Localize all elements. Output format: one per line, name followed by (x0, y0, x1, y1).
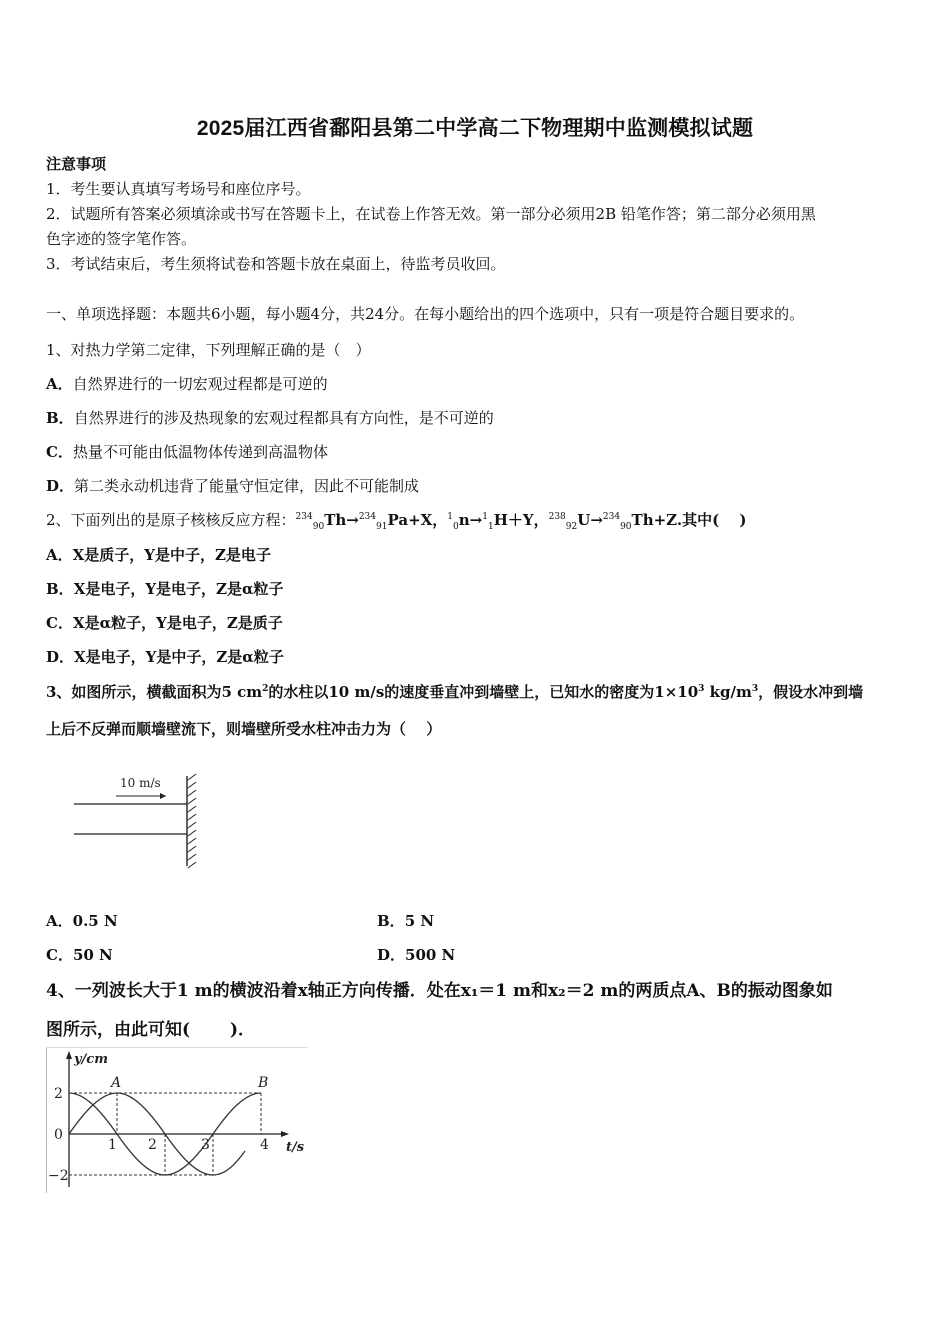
q2-stem-prefix: 2、下面列出的是原子核核反应方程： (46, 511, 296, 529)
q3-text: ，假设水冲到墙 (758, 683, 864, 701)
question-2-stem (46, 509, 747, 532)
notes-heading: 注意事项 (46, 155, 107, 173)
option-key: C． (46, 443, 73, 461)
option-text: X是α粒子，Y是电子，Z是质子 (72, 614, 283, 632)
nuclide-symbol: n→ (458, 511, 483, 529)
nuclide-charge: 1 (487, 522, 494, 532)
option-text: X是电子，Y是电子，Z是α粒子 (73, 580, 284, 598)
y-tick-label: −2 (48, 1168, 69, 1184)
q3-option-b (377, 910, 434, 931)
q3-text: 3、如图所示，横截面积为5 cm (46, 683, 263, 701)
water-column-figure (70, 770, 210, 870)
option-key: D． (377, 946, 406, 964)
option-key: A． (46, 546, 73, 564)
x-tick-label: 3 (201, 1137, 210, 1153)
nuclide-charge: 91 (376, 522, 388, 532)
nuclide-mass: 234 (358, 512, 377, 522)
q1-option-d (46, 475, 419, 496)
q1-option-c (46, 441, 328, 462)
q2-option-d (46, 646, 284, 667)
question-3-line2: 上后不反弹而顺墙壁流下，则墙壁所受水柱冲击力为（ ） (46, 720, 442, 738)
note-item: 1．考生要认真填写考场号和座位序号。 (46, 180, 311, 198)
note-item: 3．考试结束后，考生须将试卷和答题卡放在桌面上，待监考员收回。 (46, 255, 506, 273)
q3-sup: 3 (751, 684, 759, 694)
option-text: 自然界进行的涉及热现象的宏观过程都具有方向性，是不可逆的 (73, 409, 494, 427)
question-4-line2: 图所示，由此可知( )． (46, 1020, 256, 1040)
q2-option-c (46, 612, 283, 633)
page-title: 2025届江西省鄱阳县第二中学高二下物理期中监测模拟试题 (196, 117, 754, 140)
nuclide-charge: 0 (453, 522, 459, 532)
option-key: A． (46, 375, 73, 393)
q2-option-b (46, 578, 284, 599)
option-key: B． (46, 409, 74, 427)
q2-option-a (46, 544, 271, 565)
note-item: 色字迹的签字笔作答。 (46, 230, 197, 248)
question-1-stem: 1、对热力学第二定律，下列理解正确的是（ ） (46, 341, 371, 359)
vibration-graph (46, 1047, 308, 1193)
question-3-line1 (46, 681, 863, 702)
section-heading: 一、单项选择题：本题共6小题，每小题4分，共24分。在每小题给出的四个选项中，只有一项是符合题目要求的。 (46, 305, 805, 323)
nuclide-symbol: H＋Y， (493, 511, 549, 529)
nuclide-symbol: Th+Z.其中( ) (631, 511, 747, 529)
q3-option-a (46, 910, 118, 931)
nuclide-symbol: U→ (577, 511, 603, 529)
nuclide-mass: 238 (548, 512, 566, 522)
nuclide-mass: 1 (482, 512, 488, 522)
option-text: 第二类永动机违背了能量守恒定律，因此不可能制成 (74, 477, 420, 495)
nuclide-charge: 90 (620, 522, 632, 532)
option-text: X是电子，Y是中子，Z是α粒子 (74, 648, 284, 666)
option-text: 热量不可能由低温物体传递到高温物体 (72, 443, 328, 461)
nuclide-mass: 234 (295, 512, 313, 522)
q1-option-a (46, 373, 328, 394)
option-key: A． (46, 912, 73, 930)
x-tick-label: 1 (108, 1137, 117, 1153)
option-text: 500 N (405, 946, 456, 964)
option-text: 自然界进行的一切宏观过程都是可逆的 (72, 375, 328, 393)
q3-text: 的水柱以10 m/s的速度垂直冲到墙壁上，已知水的密度为1×10 (268, 683, 699, 701)
x-axis-label: t/s (286, 1140, 305, 1155)
point-b-label: B (258, 1075, 269, 1091)
point-a-label: A (111, 1075, 122, 1091)
option-text: 50 N (72, 946, 113, 964)
option-text: X是质子，Y是中子，Z是电子 (72, 546, 271, 564)
q3-sup: 3 (698, 684, 705, 694)
q1-option-b (46, 407, 494, 428)
nuclide-symbol: Th→ (324, 511, 359, 529)
option-key: B． (46, 580, 74, 598)
nuclide-charge: 90 (312, 522, 325, 532)
q3-text: kg/m (704, 683, 752, 701)
y-tick-label: 2 (54, 1086, 63, 1102)
note-item: 2．试题所有答案必须填涂或书写在答题卡上，在试卷上作答无效。第一部分必须用2B 铅笔作答；第二部分必须用黑 (46, 205, 816, 223)
q3-sup: 2 (262, 684, 269, 694)
option-key: C． (46, 614, 73, 632)
nuclide-charge: 92 (565, 522, 578, 532)
q3-option-c (46, 944, 113, 965)
x-tick-label: 2 (148, 1137, 157, 1153)
x-tick-label: 4 (260, 1137, 269, 1153)
option-text: 5 N (404, 912, 435, 930)
option-key: C． (46, 946, 73, 964)
nuclide-symbol: Pa+X， (387, 511, 448, 529)
question-4-line1: 4、一列波长大于1 m的横波沿着x轴正方向传播．处在x₁＝1 m和x₂＝2 m的两质点A、B的振动图象如 (46, 981, 833, 1001)
velocity-label: 10 m/s (120, 776, 161, 790)
y-tick-label: 0 (54, 1127, 63, 1143)
q3-option-d (377, 944, 455, 965)
option-text: 0.5 N (72, 912, 118, 930)
option-key: B． (377, 912, 405, 930)
y-axis-label: y/cm (74, 1052, 108, 1067)
option-key: D． (46, 648, 75, 666)
nuclide-mass: 234 (602, 512, 621, 522)
nuclide-mass: 1 (447, 512, 454, 522)
option-key: D． (46, 477, 75, 495)
